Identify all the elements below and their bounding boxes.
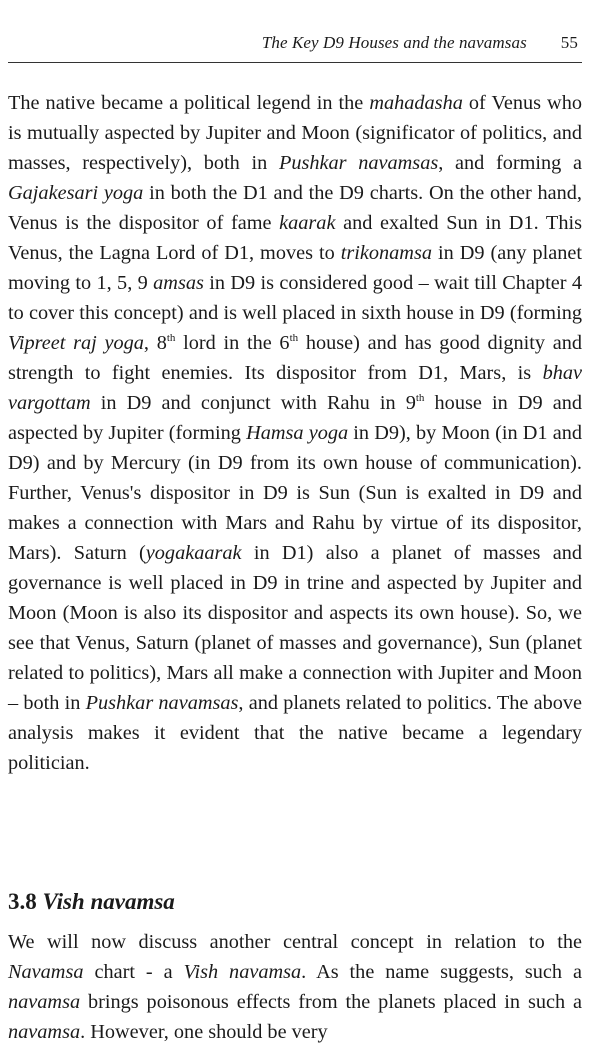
section-heading: [8, 887, 175, 917]
ordinal-suffix: th: [415, 392, 425, 404]
section-number: 3.8: [8, 889, 37, 914]
header-rule: [8, 62, 582, 63]
term-navamsa: navamsa: [8, 1021, 81, 1043]
term-gajakesari-yoga: Gajakesari yoga: [8, 182, 144, 204]
term-yogakaarak: yogakaarak: [145, 542, 242, 564]
paragraph-political-legend: The native became a political legend in the mahadasha of Venus who is mutually aspected by Jupiter and Moon (significator of politics, and masses, respectively), both in Pushkar navamsas, and forming a Gajakesari yoga in both the D1 and the D9 charts. On the other hand, Venus is the dispositor of fame kaarak and exalted Sun in D1. This Venus, the Lagna Lord of D1, moves to trikonamsa in D9 (any planet moving to 1, 5, 9 amsas in D9 is considered good – wait till Chapter 4 to cover this concept) and is well placed in sixth house in D9 (forming Vipreet raj yoga, 8th lord in the 6th house) and has good dignity and strength to fight enemies. Its dispositor from D1, Mars, is bhav vargottam in D9 and conjunct with Rahu in 9th house in D9 and aspected by Jupiter (forming Hamsa yoga in D9), by Moon (in D1 and D9) and by Mercury (in D9 from its own house of communication). Further, Venus's dispositor in D9 is Sun (Sun is exalted in D9 and makes a connection with Mars and Rahu by virtue of its dispositor, Mars). Saturn (yogakaarak in D1) also a planet of masses and governance is well placed in D9 in trine and aspected by Jupiter and Moon (Moon is also its dispositor and aspects its own house). So, we see that Venus, Saturn (planet of masses and governance), Sun (planet related to politics), Mars all make a connection with Jupiter and Moon – both in Pushkar navamsas, and planets related to politics. The above analysis makes it evident that the native became a legendary politician.: [8, 92, 583, 774]
term-navamsa: navamsa: [8, 991, 81, 1013]
term-mahadasha: mahadasha: [369, 92, 463, 114]
term-trikonamsa: trikonamsa: [340, 242, 432, 264]
term-vipreet-raj-yoga: Vipreet raj yoga: [8, 332, 144, 354]
term-bhav-vargottam: bhav vargottam: [8, 362, 582, 414]
term-hamsa-yoga: Hamsa yoga: [246, 422, 349, 444]
term-navamsa: Navamsa: [8, 961, 84, 983]
ordinal-suffix: th: [289, 332, 299, 344]
section-title: Vish navamsa: [42, 889, 175, 914]
running-title: The Key D9 Houses and the navamsas: [261, 33, 527, 52]
paragraph-vish-navamsa: We will now discuss another central concept in relation to the Navamsa chart - a Vish navamsa. As the name suggests, such a navamsa brings poisonous effects from the planets placed in such a navamsa. However, one should be very: [8, 931, 582, 1043]
term-kaarak: kaarak: [279, 212, 336, 234]
ordinal-suffix: th: [166, 332, 176, 344]
page-number: 55: [560, 33, 578, 52]
term-amsas: amsas: [153, 272, 204, 294]
term-vish-navamsa: Vish navamsa: [183, 961, 302, 983]
term-pushkar-navamsas: Pushkar navamsas: [85, 692, 239, 714]
term-pushkar-navamsas: Pushkar navamsas: [278, 152, 439, 174]
running-header: [0, 33, 578, 53]
